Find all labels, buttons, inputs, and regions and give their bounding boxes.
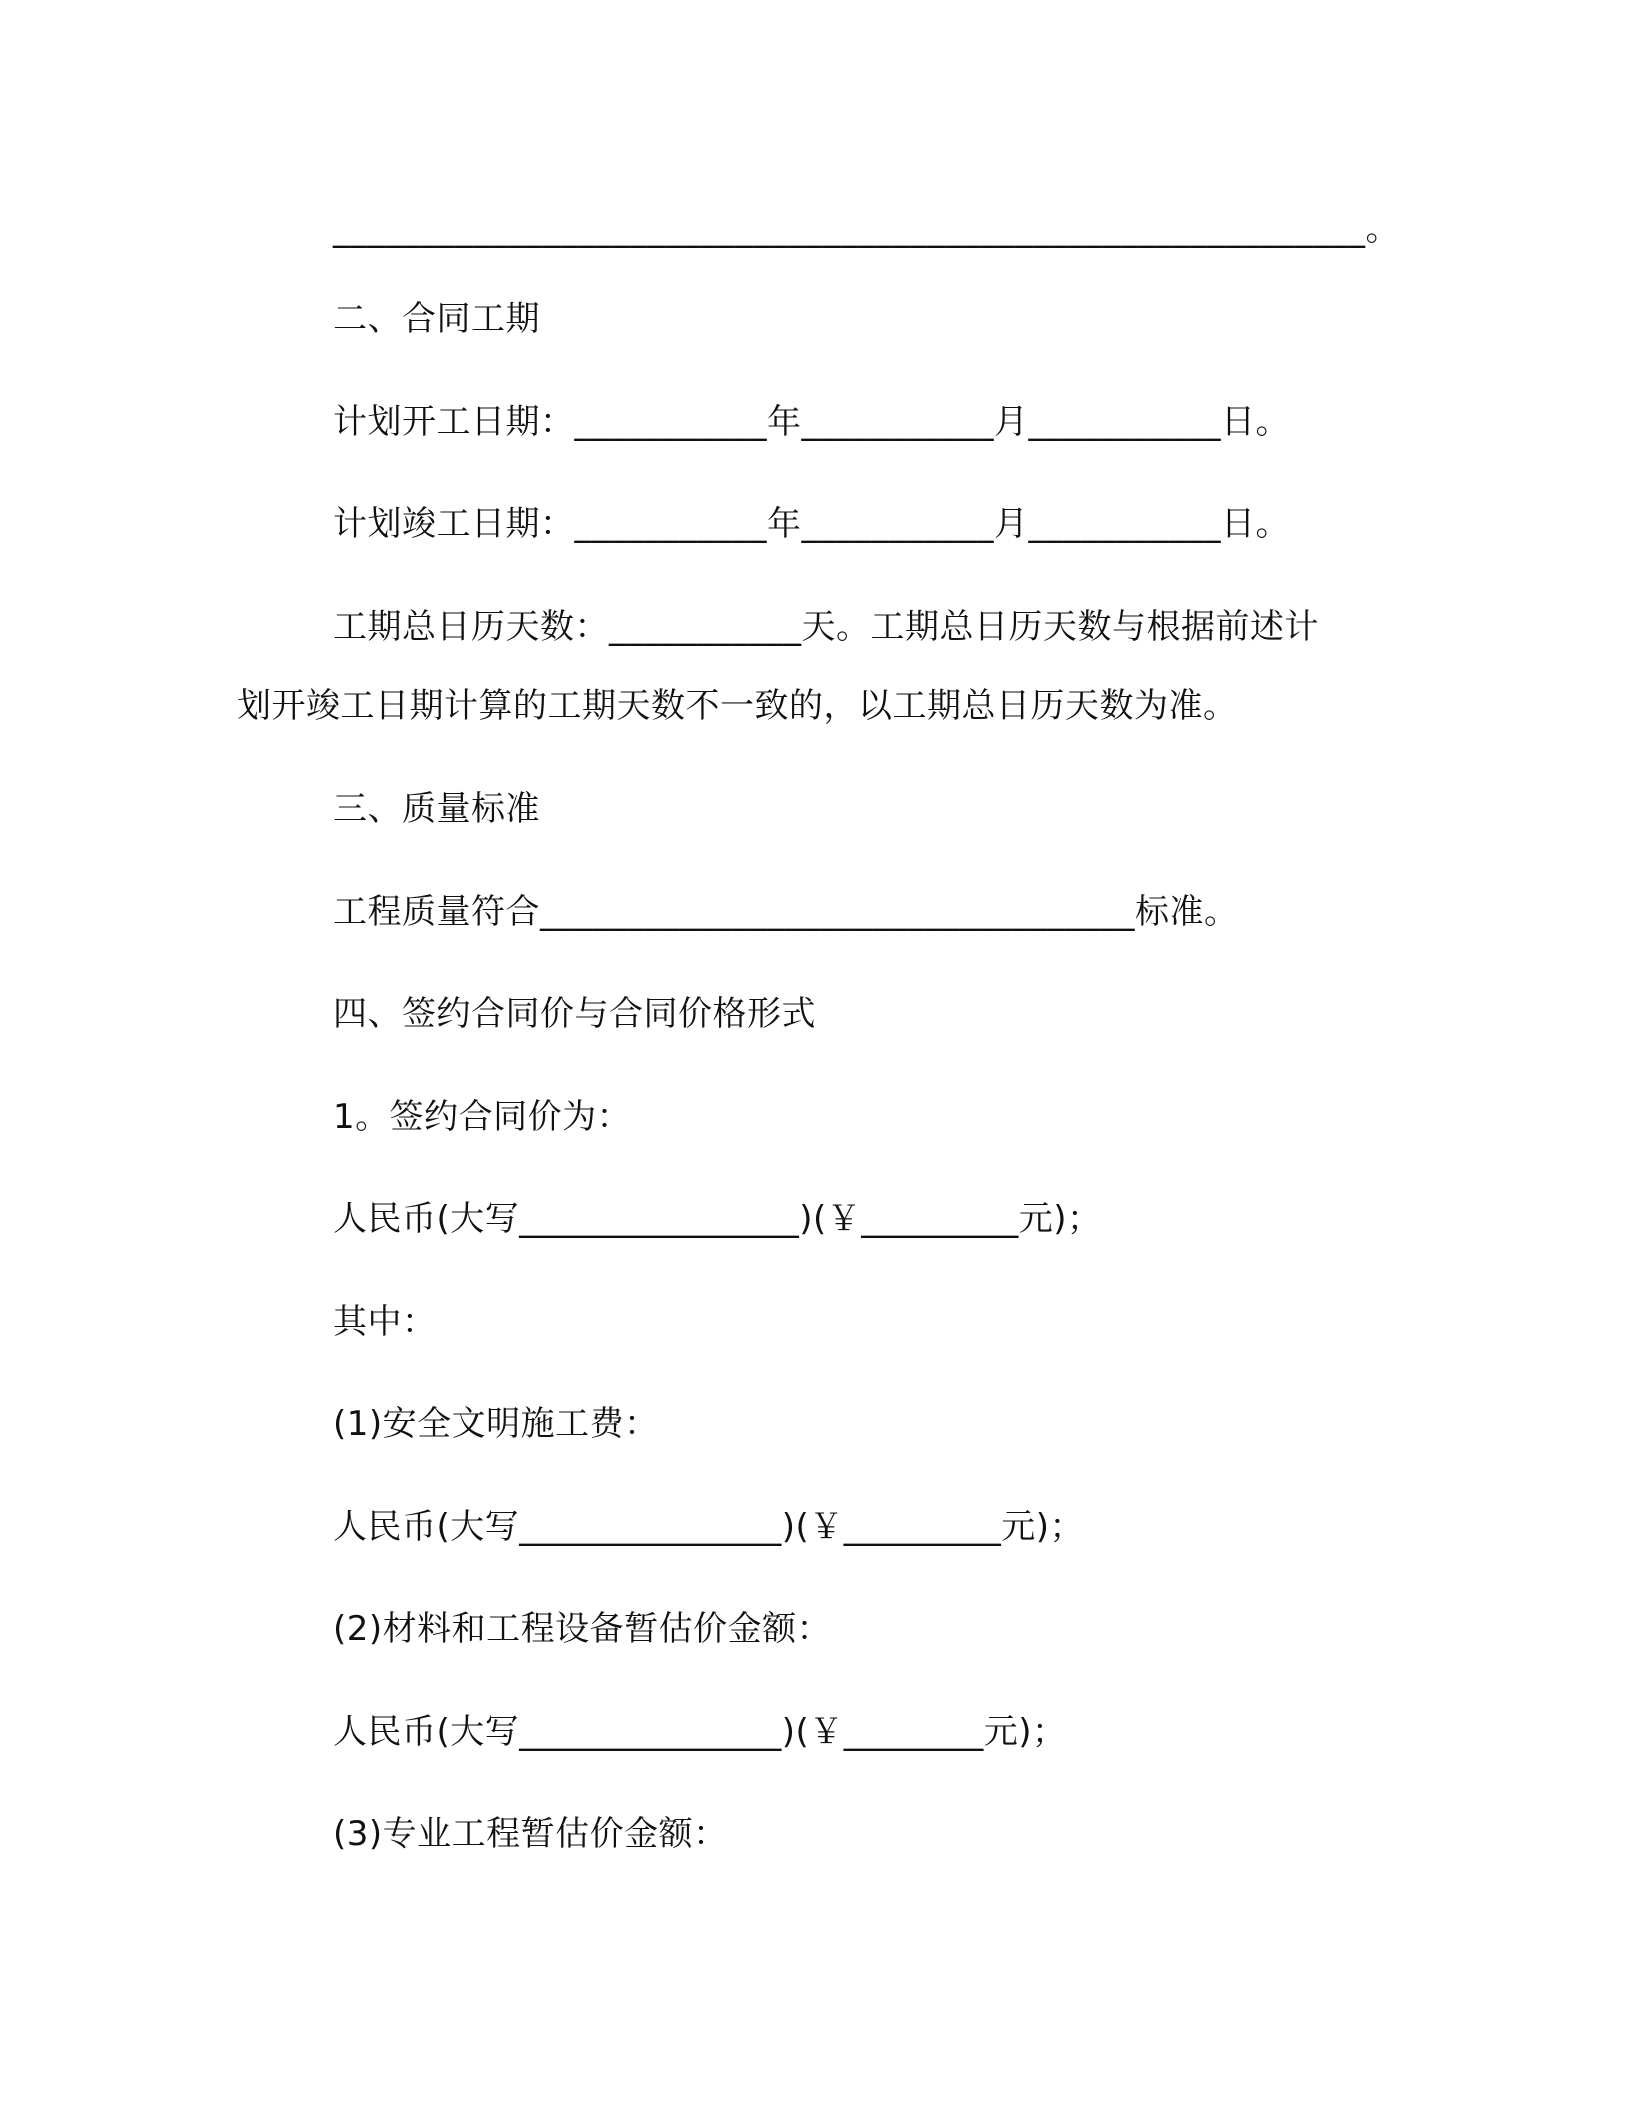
quality-standard-line: 工程质量符合__________________________________标准。 [333,892,1239,932]
materials-equipment-provisional-sum-label: (2)材料和工程设备暂估价金额： [333,1609,832,1649]
materials-equipment-provisional-sum-amount: 人民币(大写_______________)(￥________元)； [333,1712,1067,1752]
section-heading-contract-price: 四、签约合同价与合同价格形式 [333,994,816,1034]
section-heading-contract-period: 二、合同工期 [333,299,540,339]
signed-contract-price-heading: 1。签约合同价为： [333,1097,632,1137]
among-which-label: 其中： [333,1302,437,1342]
blank-line-continuation: ___________________________________________________________。 [333,209,1400,249]
total-calendar-days-line: 工期总日历天数：___________天。工期总日历天数与根据前述计 [333,607,1319,647]
planned-completion-date-line: 计划竣工日期：___________年___________月___________日。 [333,504,1290,544]
safety-civilized-construction-fee-label: (1)安全文明施工费： [333,1404,659,1444]
planned-start-date-line: 计划开工日期：___________年___________月___________日。 [333,402,1290,442]
safety-civilized-construction-fee-amount: 人民币(大写_______________)(￥_________元)； [333,1507,1085,1547]
total-calendar-days-line-continued: 划开竣工日期计算的工期天数不一致的，以工期总日历天数为准。 [237,686,1238,726]
specialist-works-provisional-sum-label: (3)专业工程暂估价金额： [333,1814,728,1854]
section-heading-quality-standard: 三、质量标准 [333,789,540,829]
signed-contract-price-amount: 人民币(大写________________)(￥_________元)； [333,1199,1102,1239]
